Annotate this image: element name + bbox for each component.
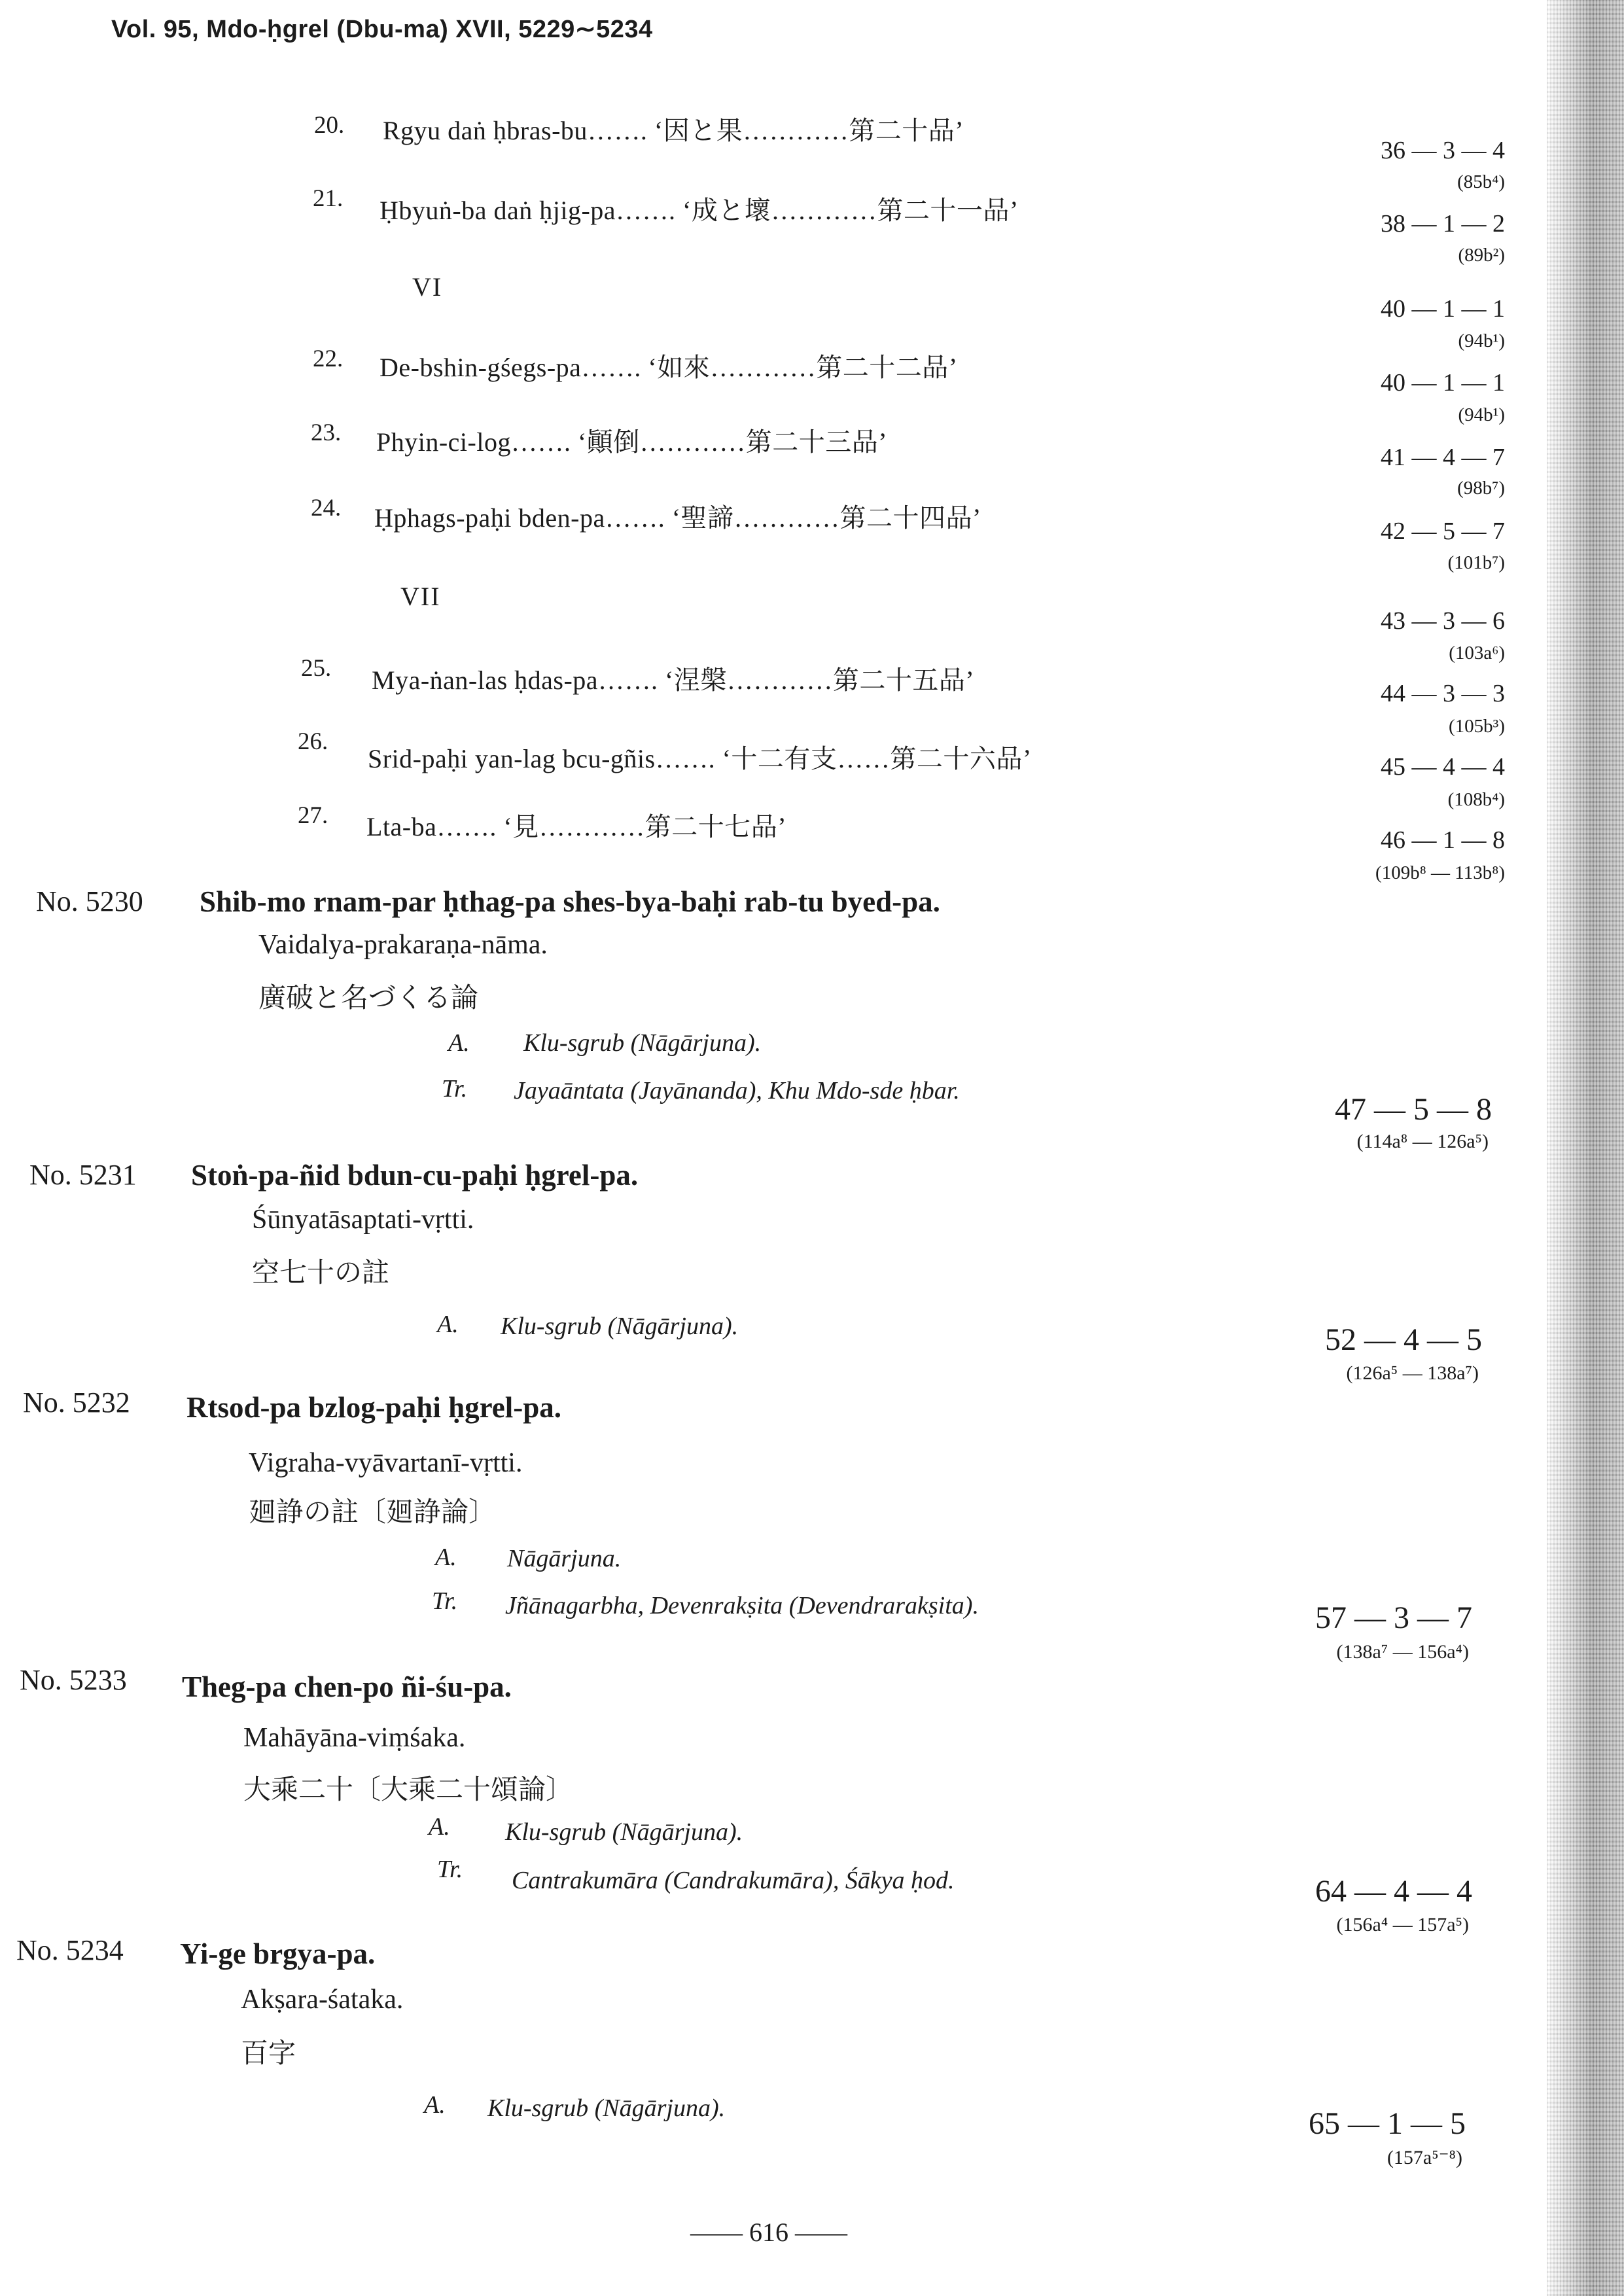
- sanskrit-title: Vigraha-vyāvartanī-vṛtti.: [249, 1448, 523, 1478]
- author-label: A.: [424, 2091, 446, 2119]
- entry-number: No. 5231: [29, 1159, 137, 1191]
- entry-title: Rtsod-pa bzlog-paḥi ḥgrel-pa.: [186, 1391, 562, 1424]
- folio-reference: (108b⁴): [1447, 789, 1505, 810]
- page-reference: 64 — 4 — 4: [1315, 1874, 1472, 1909]
- chapter-number: 25.: [301, 655, 332, 682]
- translator-name: Jñānagarbha, Devenrakṣita (Devendrarakṣita).: [505, 1592, 979, 1619]
- chapter-title: Phyin-ci-log……. ‘顚倒…………第二十三品’: [376, 427, 888, 457]
- page-reference: 41 — 4 — 7: [1381, 444, 1505, 471]
- author-name: Klu-sgrub (Nāgārjuna).: [505, 1818, 743, 1846]
- page-reference: 65 — 1 — 5: [1309, 2106, 1466, 2141]
- sanskrit-title: Mahāyāna-viṃśaka.: [243, 1723, 466, 1753]
- chapter-title: Ḥphags-paḥi bden-pa……. ‘聖諦…………第二十四品’: [374, 503, 981, 533]
- chapter-number: 26.: [298, 728, 328, 755]
- japanese-title: 空七十の註: [252, 1256, 390, 1288]
- author-name: Klu-sgrub (Nāgārjuna).: [501, 1313, 739, 1340]
- page-reference: 52 — 4 — 5: [1325, 1322, 1482, 1357]
- folio-reference: (98b⁷): [1457, 478, 1505, 499]
- sanskrit-title: Vaidalya-prakaraṇa-nāma.: [258, 930, 548, 960]
- author-name: Klu-sgrub (Nāgārjuna).: [487, 2094, 726, 2122]
- japanese-title: 大乘二十〔大乘二十頌論〕: [243, 1773, 574, 1805]
- page-reference: 42 — 5 — 7: [1381, 518, 1505, 545]
- chapter-title: Ḥbyuṅ-ba daṅ ḥjig-pa……. ‘成と壞…………第二十一品’: [380, 196, 1019, 225]
- chapter-number: 27.: [298, 802, 328, 829]
- section-heading-vi: VI: [412, 272, 443, 302]
- folio-reference: (89b²): [1458, 245, 1505, 266]
- section-heading-vii: VII: [400, 582, 441, 611]
- author-name: Nāgārjuna.: [507, 1545, 622, 1572]
- folio-reference: (109b⁸ — 113b⁸): [1375, 862, 1505, 883]
- author-label: A.: [435, 1544, 457, 1571]
- folio-reference: (103a⁶): [1449, 643, 1505, 663]
- japanese-title: 廣破と名づくる論: [258, 981, 479, 1014]
- sanskrit-title: Akṣara-śataka.: [241, 1985, 404, 2015]
- entry-number: No. 5234: [16, 1934, 124, 1966]
- entry-number: No. 5232: [23, 1386, 130, 1419]
- chapter-title: Rgyu daṅ ḥbras-bu……. ‘因と果…………第二十品’: [383, 116, 964, 145]
- entry-title: Yi-ge brgya-pa.: [180, 1937, 376, 1970]
- folio-reference: (94b¹): [1458, 330, 1505, 351]
- chapter-number: 22.: [313, 345, 344, 372]
- translator-name: Jayaāntata (Jayānanda), Khu Mdo-sde ḥbar.: [514, 1077, 960, 1104]
- page-reference: 46 — 1 — 8: [1381, 826, 1505, 854]
- translator-name: Cantrakumāra (Candrakumāra), Śākya ḥod.: [512, 1867, 955, 1894]
- chapter-title: De-bshin-gśegs-pa……. ‘如來…………第二十二品’: [380, 353, 958, 382]
- sanskrit-title: Śūnyatāsaptati-vṛtti.: [252, 1205, 474, 1235]
- chapter-title: Lta-ba……. ‘見…………第二十七品’: [366, 812, 787, 841]
- folio-reference: (105b³): [1448, 716, 1505, 737]
- page-reference: 57 — 3 — 7: [1315, 1600, 1472, 1635]
- page-reference: 44 — 3 — 3: [1381, 680, 1505, 707]
- entry-title: Theg-pa chen-po ñi-śu-pa.: [182, 1670, 512, 1703]
- translator-label: Tr.: [442, 1075, 468, 1103]
- page-reference: 38 — 1 — 2: [1381, 210, 1505, 238]
- entry-number: No. 5230: [36, 885, 143, 917]
- entry-number: No. 5233: [20, 1664, 127, 1696]
- author-label: A.: [437, 1311, 459, 1338]
- chapter-title: Mya-ṅan-las ḥdas-pa……. ‘涅槃…………第二十五品’: [372, 665, 975, 695]
- chapter-number: 24.: [311, 495, 342, 521]
- folio-reference: (126a⁵ — 138a⁷): [1346, 1362, 1479, 1384]
- author-label: A.: [429, 1813, 450, 1841]
- folio-reference: (85b⁴): [1457, 171, 1505, 192]
- chapter-number: 23.: [311, 419, 342, 446]
- author-label: A.: [448, 1029, 470, 1057]
- page-reference: 36 — 3 — 4: [1381, 137, 1505, 164]
- folio-reference: (94b¹): [1458, 404, 1505, 425]
- page-reference: 43 — 3 — 6: [1381, 607, 1505, 635]
- author-name: Klu-sgrub (Nāgārjuna).: [523, 1029, 762, 1057]
- page-reference: 40 — 1 — 1: [1381, 369, 1505, 397]
- folio-reference: (138a⁷ — 156a⁴): [1336, 1641, 1469, 1663]
- translator-label: Tr.: [437, 1856, 463, 1883]
- chapter-title: Srid-paḥi yan-lag bcu-gñis……. ‘十二有支……第二十六品’: [368, 744, 1032, 773]
- page-reference: 45 — 4 — 4: [1381, 753, 1505, 781]
- folio-reference: (156a⁴ — 157a⁵): [1336, 1914, 1469, 1935]
- running-header: Vol. 95, Mdo-ḥgrel (Dbu-ma) XVII, 5229∼5234: [111, 16, 653, 43]
- page-number: —— 616 ——: [690, 2217, 847, 2247]
- japanese-title: 百字: [241, 2037, 296, 2069]
- book-edge-shadow: [1547, 0, 1624, 2296]
- japanese-title: 廻諍の註〔廻諍論〕: [249, 1496, 497, 1528]
- entry-title: Shib-mo rnam-par ḥthag-pa shes-bya-baḥi rab-tu byed-pa.: [200, 885, 940, 918]
- folio-reference: (114a⁸ — 126a⁵): [1356, 1131, 1489, 1152]
- page-reference: 40 — 1 — 1: [1381, 295, 1505, 323]
- folio-reference: (101b⁷): [1447, 552, 1505, 573]
- chapter-number: 21.: [313, 185, 344, 212]
- entry-title: Stoṅ-pa-ñid bdun-cu-paḥi ḥgrel-pa.: [191, 1159, 639, 1192]
- translator-label: Tr.: [432, 1587, 458, 1615]
- page-reference: 47 — 5 — 8: [1335, 1092, 1492, 1127]
- chapter-number: 20.: [314, 112, 345, 139]
- folio-reference: (157a⁵⁻⁸): [1386, 2147, 1462, 2168]
